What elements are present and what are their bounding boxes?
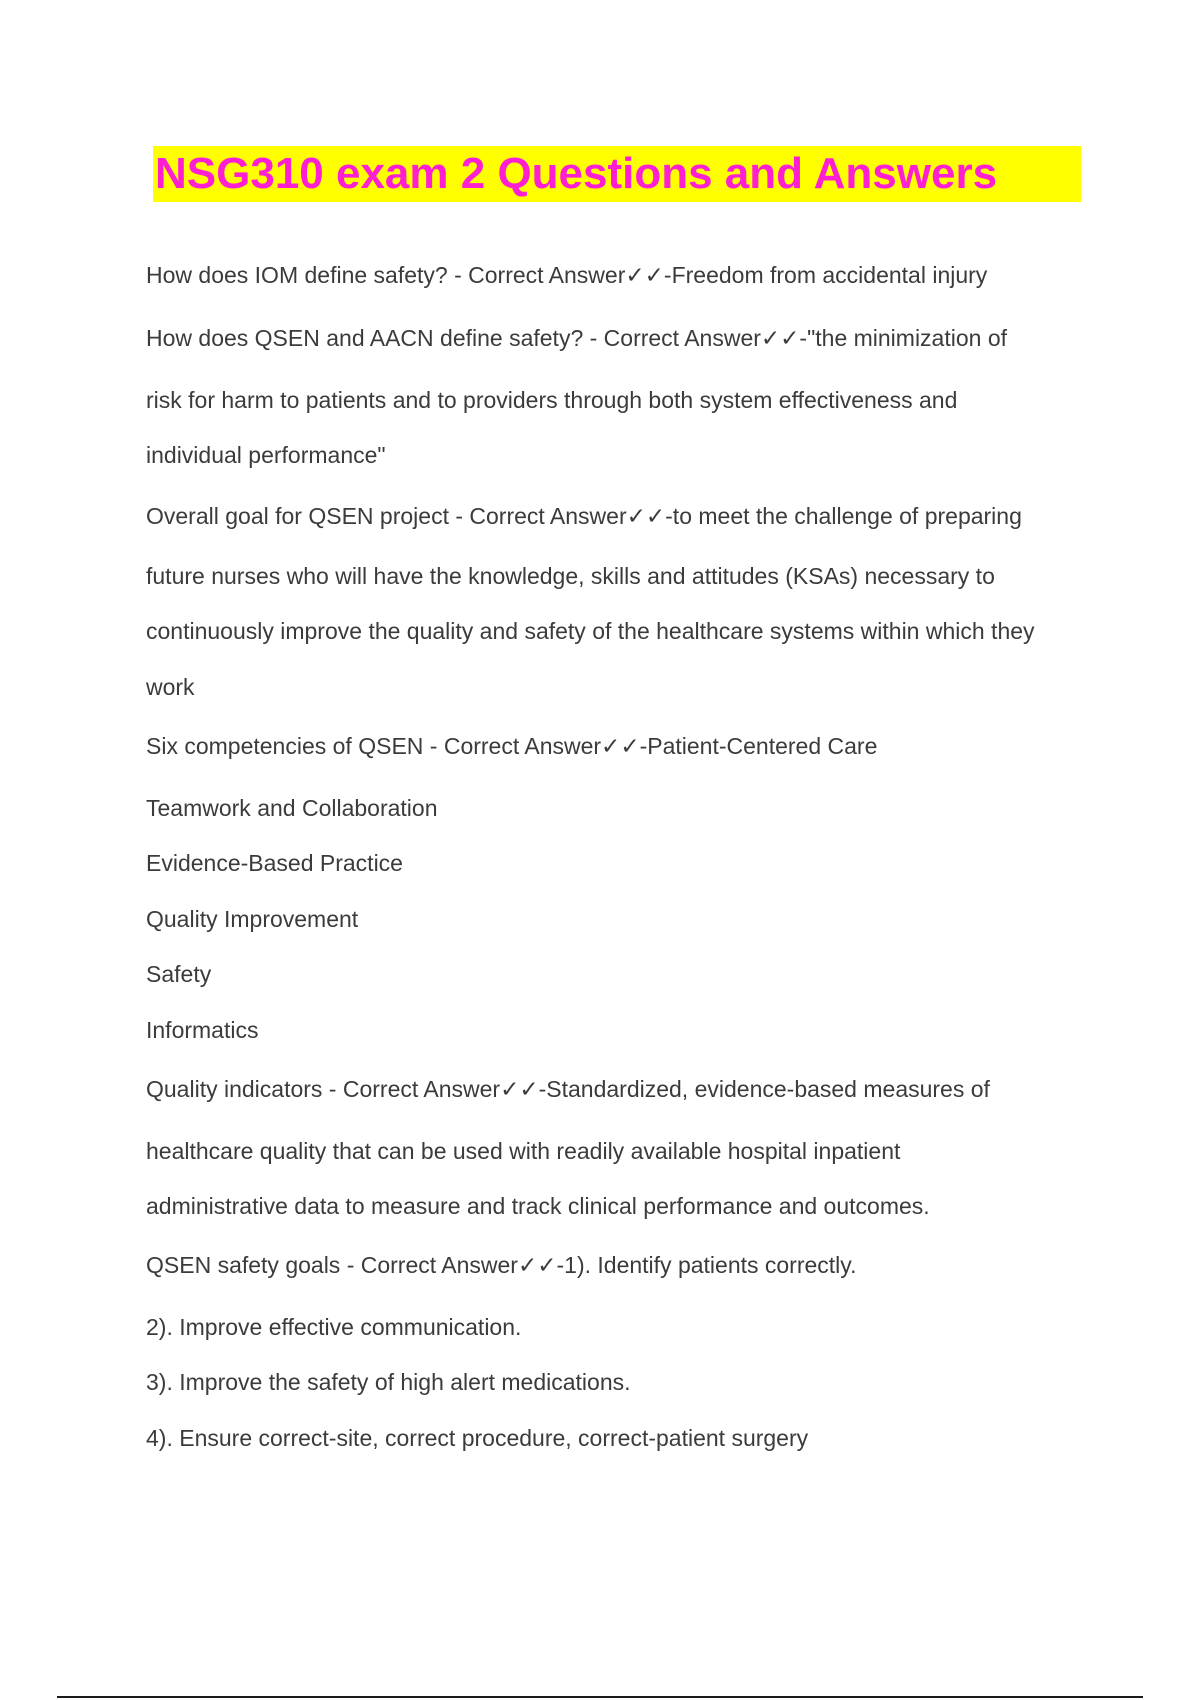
text-line: work <box>146 674 195 700</box>
text-line: healthcare quality that can be used with readily available hospital inpatient <box>146 1138 901 1164</box>
text-line: Informatics <box>146 1017 259 1043</box>
text-line: risk for harm to patients and to providers through both system effectiveness and <box>146 387 958 413</box>
text-line: continuously improve the quality and safety of the healthcare systems within which they <box>146 618 1035 644</box>
text-line: QSEN safety goals - Correct Answer✓✓-1). Identify patients correctly. <box>146 1252 857 1278</box>
text-line: 4). Ensure correct-site, correct procedure, correct-patient surgery <box>146 1425 809 1451</box>
text-line: future nurses who will have the knowledge, skills and attitudes (KSAs) necessary to <box>146 563 995 589</box>
text-line: Six competencies of QSEN - Correct Answer✓✓-Patient-Centered Care <box>146 733 878 759</box>
text-line: How does QSEN and AACN define safety? - Correct Answer✓✓-"the minimization of <box>146 325 1008 351</box>
text-line: individual performance" <box>146 442 386 468</box>
text-line: Quality indicators - Correct Answer✓✓-Standardized, evidence-based measures of <box>146 1076 990 1102</box>
text-line: Teamwork and Collaboration <box>146 795 438 821</box>
text-line: How does IOM define safety? - Correct Answer✓✓-Freedom from accidental injury <box>146 262 988 288</box>
text-line: Safety <box>146 961 212 987</box>
text-line: administrative data to measure and track clinical performance and outcomes. <box>146 1193 930 1219</box>
text-line: Evidence-Based Practice <box>146 850 403 876</box>
text-line: Overall goal for QSEN project - Correct Answer✓✓-to meet the challenge of preparing <box>146 503 1022 529</box>
text-line: 3). Improve the safety of high alert medications. <box>146 1369 631 1395</box>
text-line: 2). Improve effective communication. <box>146 1314 522 1340</box>
page-title: NSG310 exam 2 Questions and Answers <box>155 149 998 198</box>
footer-rule <box>57 1696 1143 1698</box>
text-line: Quality Improvement <box>146 906 359 932</box>
